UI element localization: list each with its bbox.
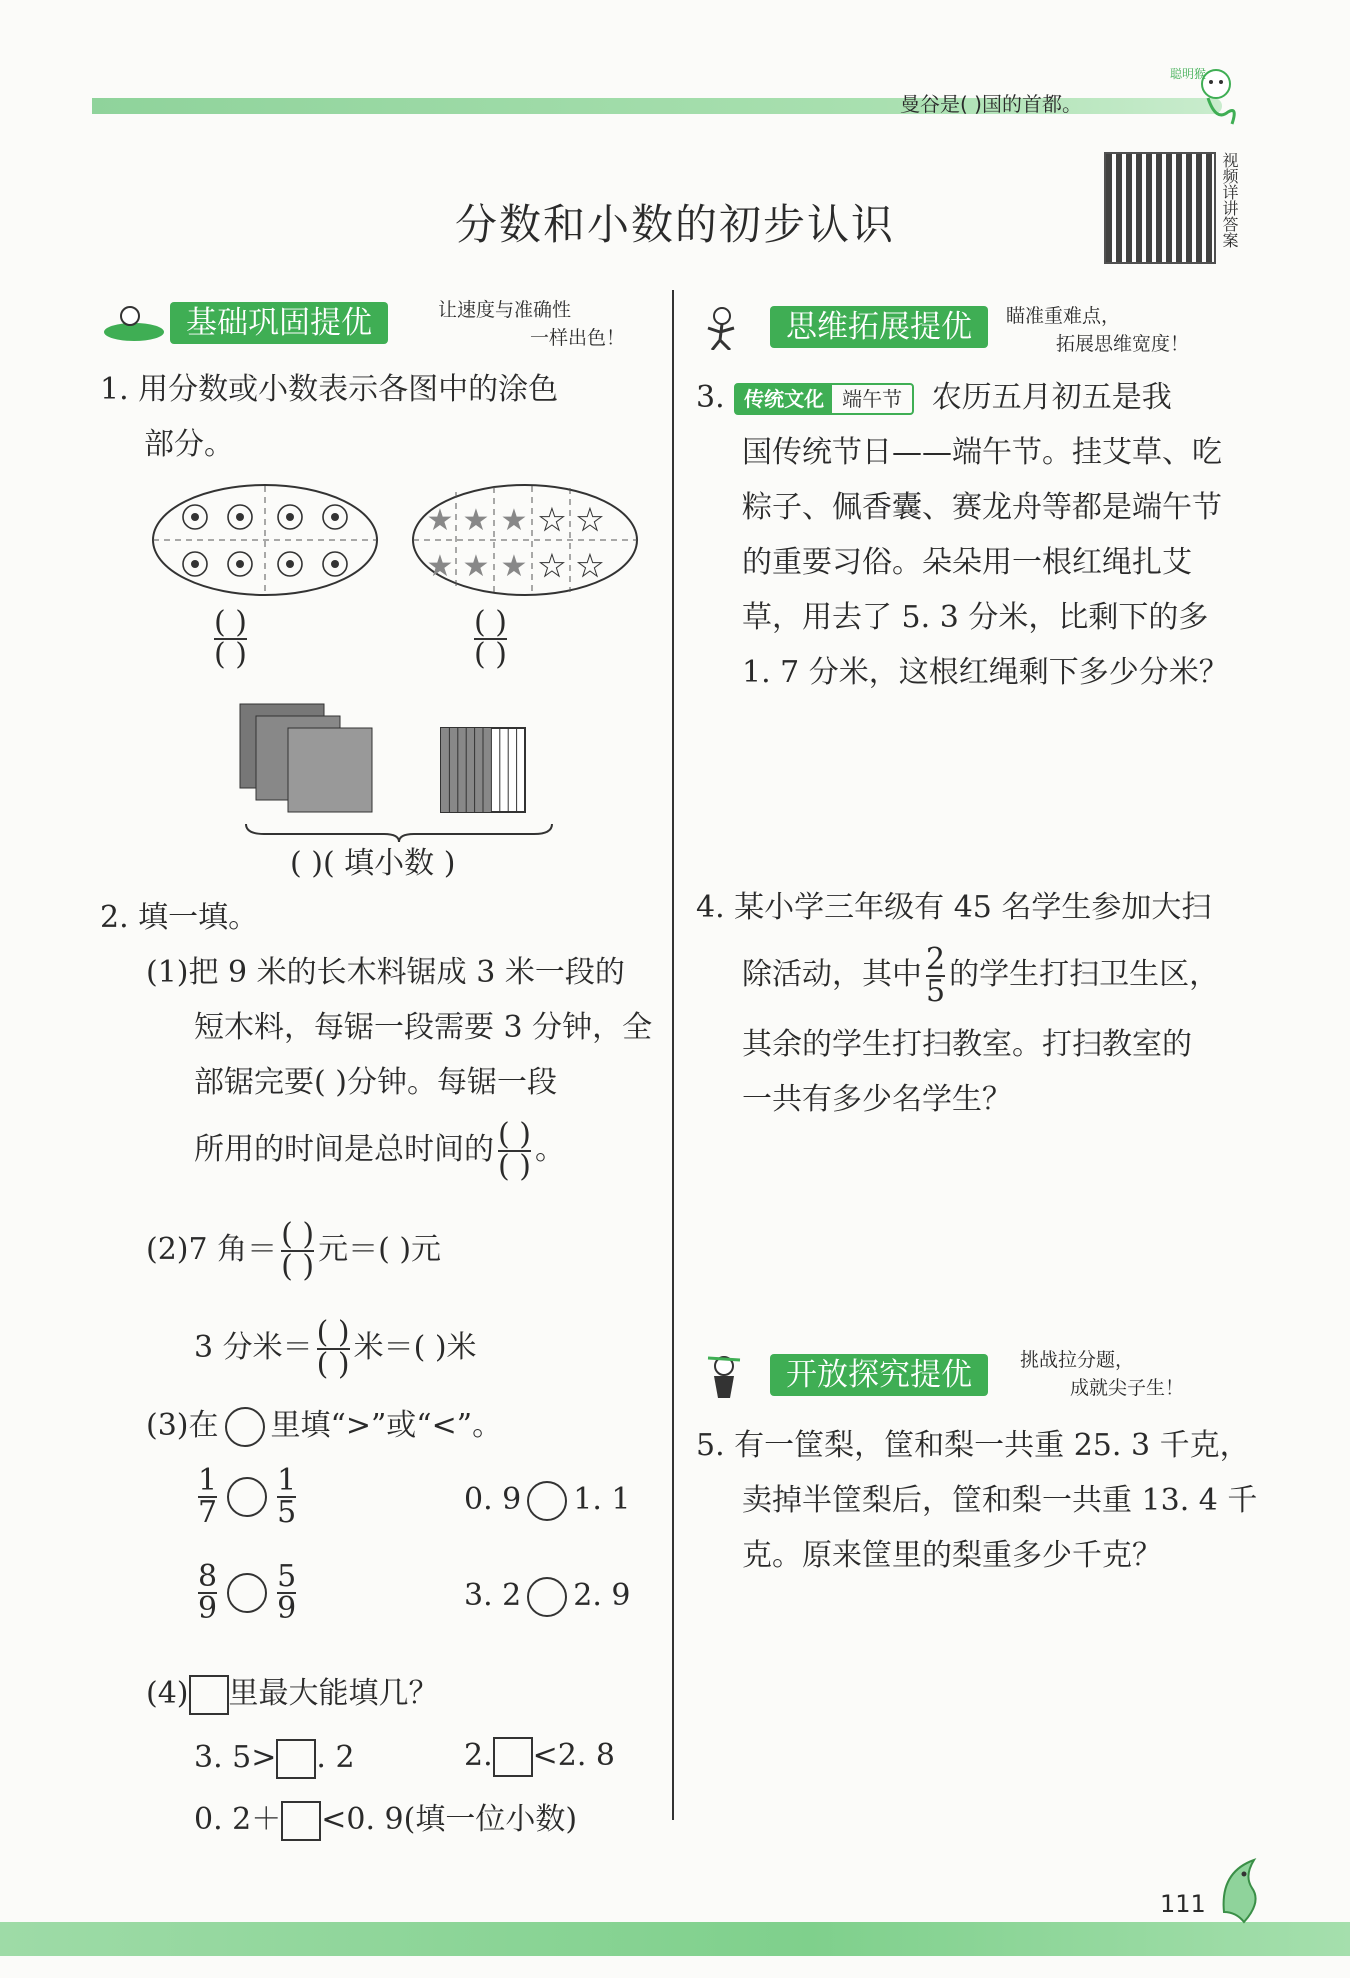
star-ellipse-figure [410,482,640,598]
section-slogan-1: 让速度与准确性 [438,299,572,321]
q1-answer-frac-1[interactable]: $\frac{( )}{( )}$ [214,605,247,672]
q2-p1-frac-blank[interactable]: $\frac{( )}{( )}$ [498,1117,531,1184]
q2-part3: (3)在 里填“>”或“<”。 [146,1398,502,1453]
svg-text:★: ★ [538,503,566,538]
culture-tag: 传统文化 端午节 [734,383,914,415]
q4-fraction: $\frac{2}{5}$ [926,942,946,1009]
q1-line1: 1. 用分数或小数表示各图中的涂色 [100,372,559,407]
page-title: 分数和小数的初步认识 [454,200,895,249]
mascot-text: 聪明猴 [1170,67,1207,81]
q4-line3: 其余的学生打扫教室。打扫教室的 [742,1027,1192,1062]
section-label: 开放探究提优 [770,1354,988,1396]
q2-p4-c: 0. 2＋ <0. 9(填一位小数) [194,1792,577,1847]
q5-line3: 克。原来筐里的梨重多少千克？ [742,1538,1162,1573]
svg-text:★: ★ [462,503,490,538]
q2-cmp-dec-2: 3. 2 2. 9 [464,1568,631,1623]
qr-code-icon[interactable] [1104,152,1216,264]
svg-text:★: ★ [576,503,604,538]
q2-part1 [146,945,666,1182]
section-basic [100,299,660,349]
q2-title: 2. 填一填。 [100,900,259,935]
section-open [700,1349,1240,1399]
q1-answer-frac-2[interactable]: $\frac{( )}{( )}$ [474,605,507,672]
q1-stem [100,362,660,472]
svg-text:★: ★ [576,549,604,584]
svg-text:★: ★ [426,549,454,584]
q2-p1-line4: 所用的时间是总时间的 $\frac{( )}{( )}$ 。 [194,1117,565,1184]
section-slogan-2: 拓展思维宽度！ [1056,333,1190,355]
svg-text:★: ★ [500,549,528,584]
running-kid-icon [700,306,770,350]
q2-part2a: (2)7 角＝ $\frac{( )}{( )}$ 元＝( )元 [146,1217,442,1284]
q2-p2a-frac-blank[interactable]: $\frac{( )}{( )}$ [281,1217,315,1284]
q5-line2: 卖掉半筐梨后，筐和梨一共重 13. 4 千 [742,1483,1258,1518]
q2-p1-line3: 部锯完要( )分钟。每锯一段 [194,1065,557,1100]
section-thinking [700,305,1240,355]
section-label: 基础巩固提优 [170,302,388,344]
squares-figure [236,702,556,822]
q2-cmp-2: $\frac{8}{9}$ $\frac{5}{9}$ [198,1559,297,1626]
flower-ellipse-figure [150,482,380,598]
q1-line2: 部分。 [144,427,234,462]
monkey-mascot-icon [1168,62,1244,132]
q3-line5: 草，用去了 5. 3 分米，比剩下的多 [742,600,1209,635]
section-slogan-1: 挑战拉分题， [1020,1349,1135,1371]
q3-line2: 国传统节日——端午节。挂艾草、吃 [742,435,1222,470]
compare-circle[interactable] [527,1577,567,1617]
q2-cmp-1: $\frac{1}{7}$ $\frac{1}{5}$ [198,1463,297,1530]
q4-line1: 4. 某小学三年级有 45 名学生参加大扫 [696,890,1212,925]
q4-stem [696,880,1256,1127]
svg-text:★: ★ [538,549,566,584]
airplane-kid-icon [100,302,170,346]
q2-p4-a: 3. 5> . 2 [194,1730,355,1785]
q2-part2b: 3 分米＝ $\frac{( )}{( )}$ 米＝( )米 [194,1315,477,1382]
top-hint: 曼谷是( )国的首都。 [900,92,1082,116]
q3-line1: 3. 传统文化 端午节 农历五月初五是我 [696,380,1172,415]
answer-box[interactable] [276,1739,316,1779]
compare-circle[interactable] [227,1477,267,1517]
q2-p2b-frac-blank[interactable]: $\frac{( )}{( )}$ [316,1315,350,1382]
column-divider [672,290,674,1820]
wizard-kid-icon [700,1354,770,1398]
q3-line6: 1. 7 分米，这根红绳剩下多少分米？ [742,655,1229,690]
compare-circle[interactable] [527,1481,567,1521]
circle-icon [225,1407,265,1447]
q2-cmp-dec-1: 0. 9 1. 1 [464,1472,631,1527]
svg-text:★: ★ [462,549,490,584]
dolphin-icon [1214,1852,1274,1928]
answer-box[interactable] [493,1737,533,1777]
svg-text:★: ★ [500,503,528,538]
page-number: 111 [1160,1890,1206,1918]
compare-circle[interactable] [227,1573,267,1613]
q3-line4: 的重要习俗。朵朵用一根红绳扎艾 [742,545,1192,580]
q4-line2: 除活动，其中 $\frac{2}{5}$ 的学生打扫卫生区， [742,942,1220,1009]
square-icon [189,1675,229,1715]
q4-line4: 一共有多少名学生？ [742,1082,1012,1117]
q3-line3: 粽子、佩香囊、赛龙舟等都是端午节 [742,490,1222,525]
section-label: 思维拓展提优 [770,306,988,348]
answer-box[interactable] [281,1801,321,1841]
section-slogan-1: 瞄准重难点， [1006,305,1121,327]
svg-text:★: ★ [426,503,454,538]
q1-decimal-blank[interactable]: ( )( 填小数 ) [290,846,456,881]
q2-p1-line2: 短木料，每锯一段需要 3 分钟，全 [194,1010,653,1045]
q2-part4: (4) 里最大能填几？ [146,1666,439,1721]
section-slogan-2: 一样出色！ [530,327,626,349]
bottom-decor-bar [0,1922,1350,1956]
qr-label: 视频详讲答案 [1220,152,1239,248]
q2-p4-b: 2. <2. 8 [464,1728,615,1783]
q5-stem [696,1418,1266,1583]
q2-p1-line1: (1)把 9 米的长木料锯成 3 米一段的 [146,955,625,990]
section-slogan-2: 成就尖子生！ [1070,1377,1185,1399]
q5-line1: 5. 有一筐梨，筐和梨一共重 25. 3 千克， [696,1428,1250,1463]
q3-stem [696,370,1256,700]
